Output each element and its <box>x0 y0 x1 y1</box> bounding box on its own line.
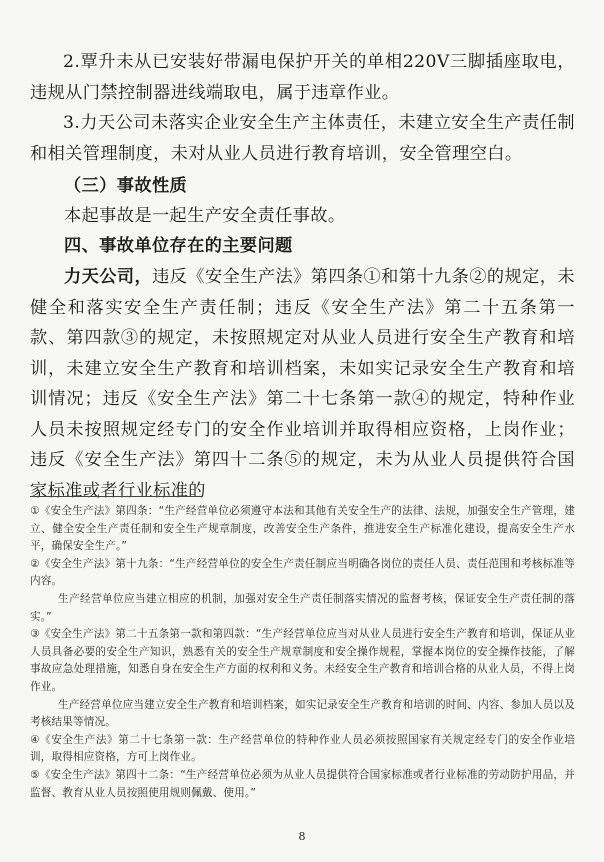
footnote-2-continued: 生产经营单位应当建立相应的机制，加强对安全生产责任制落实情况的监督考核，保证安全生产责任制的落实。” <box>30 592 575 623</box>
footnote-3-continued: 生产经营单位应当建立安全生产教育和培训档案，如实记录安全生产教育和培训的时间、内容、参加人员以及考核结果等情况。 <box>30 698 575 729</box>
footnote-divider <box>30 496 202 497</box>
footnote-2: ②《安全生产法》第十九条：“生产经营单位的安全生产责任制应当明确各岗位的责任人员、责任范围和考核标准等内容。 <box>30 557 575 588</box>
footnote-1: ①《安全生产法》第四条：“生产经营单位必须遵守本法和其他有关安全生产的法律、法规，加强安全生产管理，建立、健全安全生产责任制和安全生产规章制度，改善安全生产条件，推进安全生产标准化建设，提高安全生产水平，确保安全生产。” <box>30 505 575 553</box>
footnote-5: ⑤《安全生产法》第四十二条：“生产经营单位必须为从业人员提供符合国家标准或者行业标准的劳动防护用品，并监督、教育从业人员按照使用规则佩戴、使用。” <box>30 768 575 799</box>
footnotes <box>30 503 575 802</box>
section-heading-main-problems: 四、事故单位存在的主要问题 <box>64 236 293 256</box>
footnote-3: ③《安全生产法》第二十五条第一款和第四款：“生产经营单位应当对从业人员进行安全生产教育和培训，保证从业人员具备必要的安全生产知识，熟悉有关的安全生产规章制度和安全操作规程，掌握本岗位的安全操作技能，了解事故应急处理措施，知悉自身在安全生产方面的权利和义务。未经安全生产教育和培训合格的从业人员，不得上岗作业。 <box>30 628 575 693</box>
problems-text: 违反《安全生产法》第四条①和第十九条②的规定，未健全和落实安全生产责任制；违反《安全生产法》第二十五条第一款、第四款③的规定，未按照规定对从业人员进行安全生产教育和培训，未建立安全生产教育和培训档案，未如实记录安全生产教育和培训情况；违反《安全生产法》第二十七条第一款④的规定，特种作业人员未按照规定经专门的安全作业培训并取得相应资格，上岗作业；违反《安全生产法》第四十二条⑤的规定，未为从业人员提供符合国家标准或者行业标准的 <box>30 267 575 501</box>
company-name: 力天公司， <box>64 267 153 287</box>
section-heading-accident-nature: （三）事故性质 <box>64 176 188 196</box>
footnote-4: ④《安全生产法》第二十七条第一款：生产经营单位的特种作业人员必须按照国家有关规定经专门的安全作业培训，取得相应资格，方可上岗作业。 <box>30 733 575 764</box>
page-number: 8 <box>298 830 306 843</box>
finding-item-3: 3.力天公司未落实企业安全生产主体责任，未建立安全生产责任制和相关管理制度，未对从业人员进行教育培训，安全管理空白。 <box>30 113 575 164</box>
problems-paragraph <box>30 262 575 506</box>
finding-item-2: 2.覃升未从已安装好带漏电保护开关的单相220V三脚插座取电，违规从门禁控制器进线端取电，属于违章作业。 <box>30 52 575 103</box>
accident-nature-text: 本起事故是一起生产安全责任事故。 <box>64 206 346 226</box>
